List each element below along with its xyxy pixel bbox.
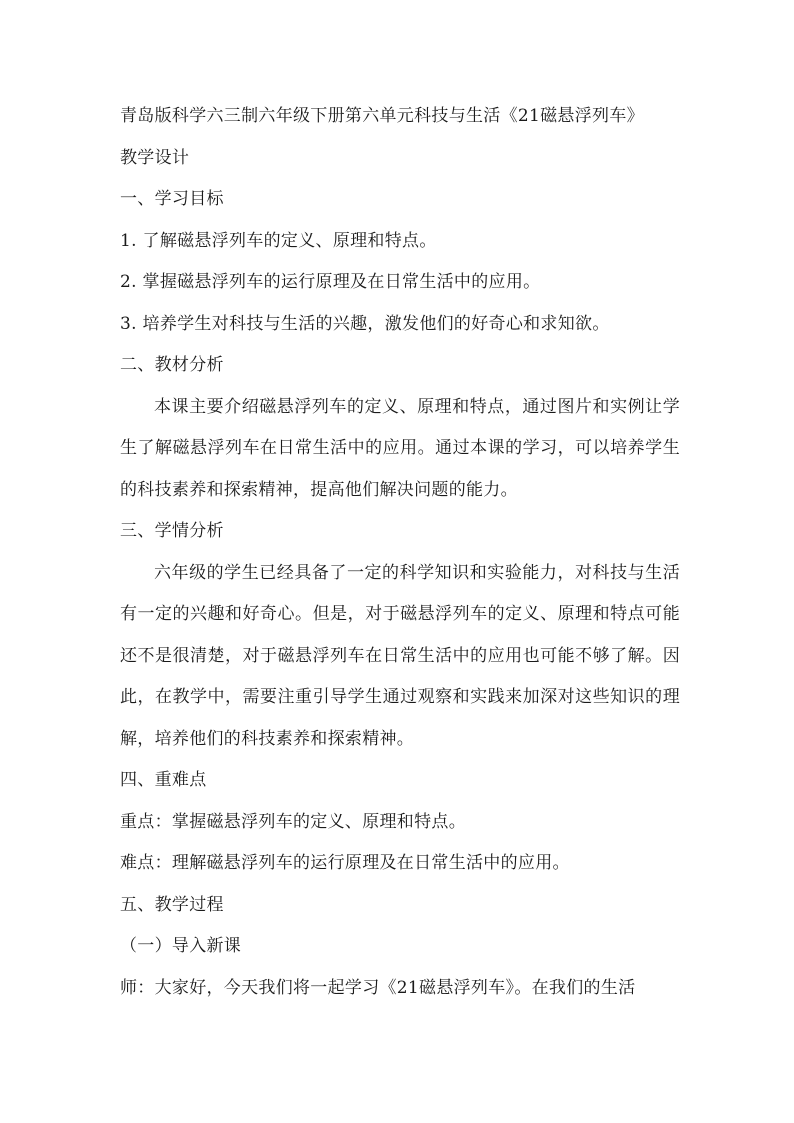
material-paragraph: 本课主要介绍磁悬浮列车的定义、原理和特点，通过图片和实例让学生了解磁悬浮列车在日常生活中的应用。通过本课的学习，可以培养学生的科技素养和探索精神，提高他们解决问题的能力。 [120, 396, 680, 500]
section-heading-objectives: 一、学习目标 [120, 189, 224, 209]
document-page [120, 96, 680, 1009]
section-heading-students: 三、学情分析 [120, 521, 224, 541]
document-title-line-1: 青岛版科学六三制六年级下册第六单元科技与生活《21磁悬浮列车》 [120, 106, 644, 126]
objective-item-1: 1. 了解磁悬浮列车的定义、原理和特点。 [120, 230, 437, 251]
difficult-point-text: 难点：理解磁悬浮列车的运行原理及在日常生活中的应用。 [120, 853, 570, 873]
process-text: 师：大家好，今天我们将一起学习《21磁悬浮列车》。在我们的生活 [120, 977, 636, 998]
students-paragraph: 六年级的学生已经具备了一定的科学知识和实验能力，对科技与生活有一定的兴趣和好奇心。但是，对于磁悬浮列车的定义、原理和特点可能还不是很清楚，对于磁悬浮列车在日常生活中的应用也可能不够了解。因此，在教学中，需要注重引导学生通过观察和实践来加深对这些知识的理解，培养他们的科技素养和探索精神。 [120, 562, 680, 749]
section-heading-key-points: 四、重难点 [120, 770, 207, 790]
document-title-line-2: 教学设计 [120, 147, 190, 168]
objective-item-3: 3. 培养学生对科技与生活的兴趣，激发他们的好奇心和求知欲。 [120, 313, 610, 334]
process-subheading: （一）导入新课 [120, 936, 242, 956]
objective-item-2: 2. 掌握磁悬浮列车的运行原理及在日常生活中的应用。 [120, 272, 541, 292]
key-point-text: 重点：掌握磁悬浮列车的定义、原理和特点。 [120, 811, 466, 832]
section-heading-process: 五、教学过程 [120, 894, 224, 915]
section-heading-material: 二、教材分析 [120, 355, 224, 375]
